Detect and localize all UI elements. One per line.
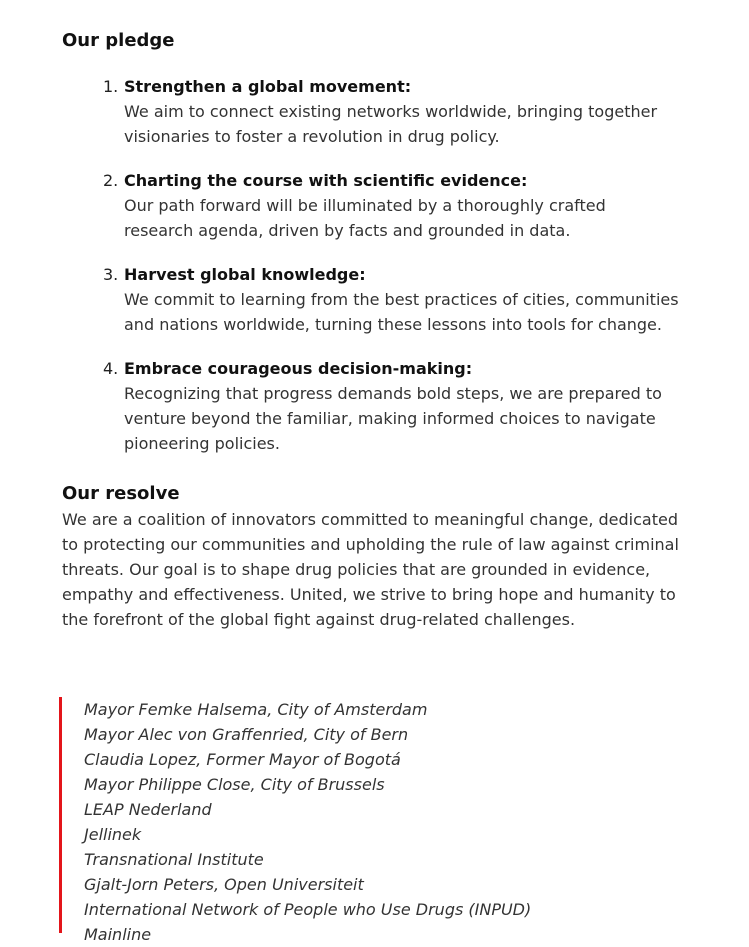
pledge-item-number: 2. — [103, 171, 119, 190]
pledge-heading: Our pledge — [62, 30, 175, 51]
signatories-blockquote — [59, 697, 682, 944]
signatory: Mainline — [84, 925, 152, 944]
resolve-section — [62, 481, 692, 632]
pledge-item — [62, 168, 692, 243]
resolve-heading: Our resolve — [62, 483, 180, 504]
pledge-item-number: 1. — [103, 77, 119, 96]
pledge-item — [62, 356, 692, 456]
pledge-item-title: Embrace courageous decision-making: — [124, 359, 473, 378]
signatory: Jellinek — [84, 825, 142, 844]
pledge-item-number: 4. — [103, 359, 119, 378]
signatory: Transnational Institute — [84, 850, 264, 869]
signatory: Claudia Lopez, Former Mayor of Bogotá — [84, 750, 401, 769]
resolve-text: We are a coalition of innovators committed to meaningful change, dedicated to protecting our communities and upholding the rule of law against criminal threats. Our goal is to shape drug policies that are grounded in evidence, empathy and effectiveness. United, we strive to bring hope and humanity to the forefront of the global fight against drug-related challenges. — [62, 510, 679, 629]
pledge-item-text: Recognizing that progress demands bold steps, we are prepared to venture beyond the familiar, making informed choices to navigate pioneering policies. — [124, 384, 662, 453]
pledge-item-text: We commit to learning from the best practices of cities, communities and nations worldwide, turning these lessons into tools for change. — [124, 290, 679, 334]
signatory: Gjalt-Jorn Peters, Open Universiteit — [84, 875, 364, 894]
pledge-item-title: Strengthen a global movement: — [124, 77, 412, 96]
signatory: Mayor Femke Halsema, City of Amsterdam — [84, 700, 428, 719]
signatory: LEAP Nederland — [84, 800, 212, 819]
pledge-item-number: 3. — [103, 265, 119, 284]
pledge-item-text: We aim to connect existing networks worldwide, bringing together visionaries to foster a revolution in drug policy. — [124, 102, 658, 146]
pledge-item-title: Charting the course with scientific evidence: — [124, 171, 528, 190]
pledge-item — [62, 74, 692, 149]
article-content — [62, 28, 692, 632]
signatory: Mayor Alec von Graffenried, City of Bern — [84, 725, 409, 744]
pledge-item-title: Harvest global knowledge: — [124, 265, 366, 284]
signatories-list — [62, 697, 682, 947]
signatory: Mayor Philippe Close, City of Brussels — [84, 775, 385, 794]
pledge-list — [62, 74, 692, 456]
pledge-item — [62, 262, 692, 337]
pledge-item-text: Our path forward will be illuminated by a thoroughly crafted research agenda, driven by facts and grounded in data. — [124, 196, 606, 240]
signatory: International Network of People who Use Drugs (INPUD) — [84, 900, 532, 919]
